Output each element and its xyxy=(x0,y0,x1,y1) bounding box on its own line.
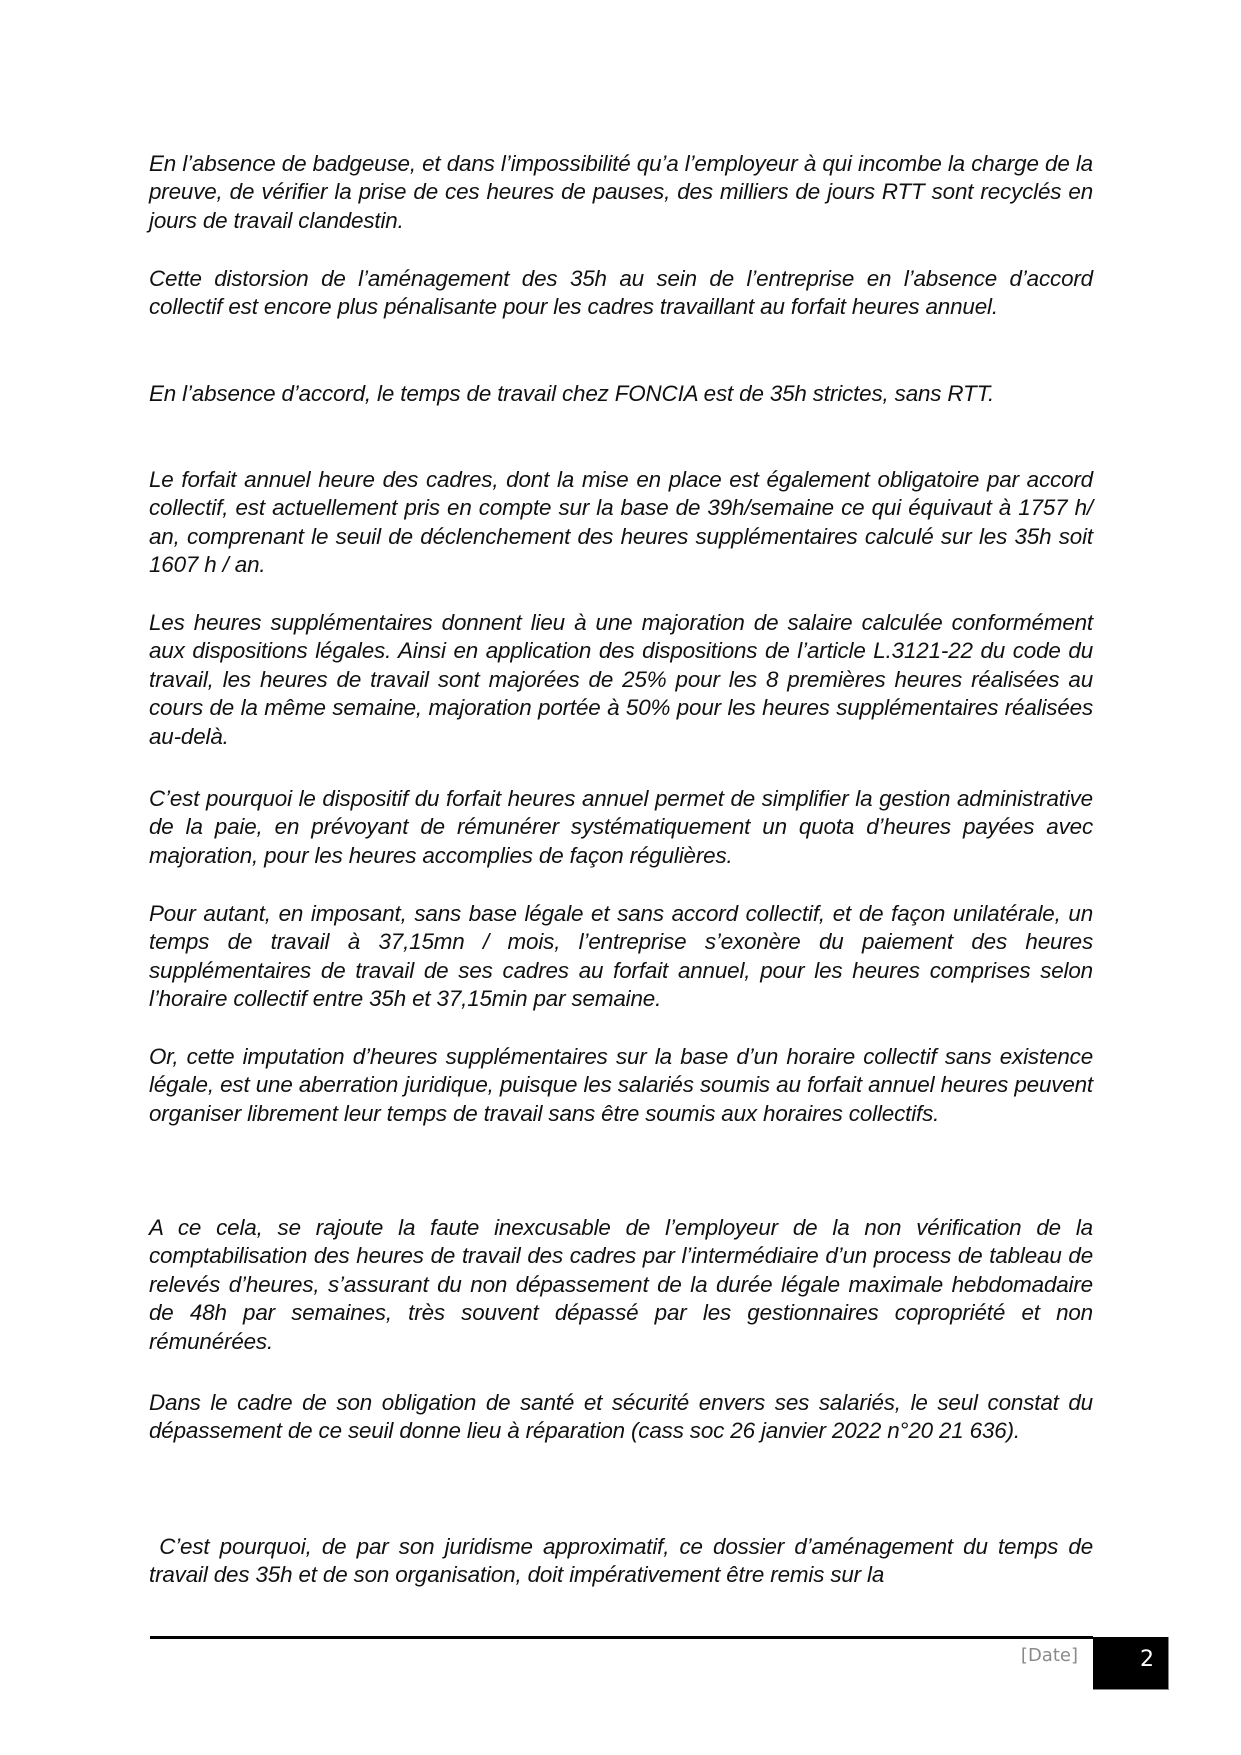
footer-date-placeholder: [Date] xyxy=(1020,1645,1078,1666)
paragraph-faute-inexcusable: A ce cela, se rajoute la faute inexcusable de l’employeur de la non vérification de la comptabilisation des heures de travail des cadres par l’intermédiaire d’un process de tableau de relevés d’heures, s’assurant du non dépassement de la durée légale maximale hebdomadaire de 48h par semaines, très souvent dépassé par les gestionnaires copropriété et non rémunérées. xyxy=(149,1215,1093,1354)
paragraph-dispositif-forfait: C’est pourquoi le dispositif du forfait heures annuel permet de simplifier la gestion administrative de la paie, en prévoyant de rémunérer systématiquement un quota d’heures payées avec majoration, pour les heures accomplies de façon régulières. xyxy=(149,786,1093,868)
paragraph-obligation-sante: Dans le cadre de son obligation de santé et sécurité envers ses salariés, le seul constat du dépassement de ce seuil donne lieu à réparation (cass soc 26 janvier 2022 n°20 21 636). xyxy=(149,1390,1093,1444)
page-number-box xyxy=(1093,1637,1169,1690)
paragraph-forfait-annuel: Le forfait annuel heure des cadres, dont la mise en place est également obligatoire par accord collectif, est actuellement pris en compte sur la base de 39h/semaine ce qui équivaut à 1757 h/ an, comprenant le seuil de déclenchement des heures supplémentaires calculé sur les 35h soit 1607 h / an. xyxy=(149,467,1093,578)
paragraph-heures-supplementaires: Les heures supplémentaires donnent lieu à une majoration de salaire calculée conformément aux dispositions légales. Ainsi en application des dispositions de l’article L.3121-22 du code du travail, les heures de travail sont majorées de 25% pour les 8 premières heures réalisées au cours de la même semaine, majoration portée à 50% pour les heures supplémentaires réalisées au-delà. xyxy=(149,610,1093,749)
page-number: 2 xyxy=(1140,1647,1154,1672)
footer-divider xyxy=(150,1636,1093,1639)
paragraph-distorsion: Cette distorsion de l’aménagement des 35h au sein de l’entreprise en l’absence d’accord collectif est encore plus pénalisante pour les cadres travaillant au forfait heures annuel. xyxy=(149,266,1093,320)
paragraph-pour-autant: Pour autant, en imposant, sans base légale et sans accord collectif, et de façon unilatérale, un temps de travail à 37,15mn / mois, l’entreprise s’exonère du paiement des heures supplémentaires de travail de ses cadres au forfait annuel, pour les heures comprises selon l’horaire collectif entre 35h et 37,15min par semaine. xyxy=(149,901,1093,1012)
paragraph-conclusion: C’est pourquoi, de par son juridisme approximatif, ce dossier d’aménagement du temps de travail des 35h et de son organisation, doit impérativement être remis sur la xyxy=(149,1534,1100,1588)
paragraph-absence-accord: En l’absence d’accord, le temps de travail chez FONCIA est de 35h strictes, sans RTT. xyxy=(149,381,995,406)
paragraph-badgeuse: En l’absence de badgeuse, et dans l’impossibilité qu’a l’employeur à qui incombe la charge de la preuve, de vérifier la prise de ces heures de pauses, des milliers de jours RTT sont recyclés en jours de travail clandestin. xyxy=(149,151,1093,233)
paragraph-imputation: Or, cette imputation d’heures supplémentaires sur la base d’un horaire collectif sans existence légale, est une aberration juridique, puisque les salariés soumis au forfait annuel heures peuvent organiser librement leur temps de travail sans être soumis aux horaires collectifs. xyxy=(149,1044,1093,1126)
